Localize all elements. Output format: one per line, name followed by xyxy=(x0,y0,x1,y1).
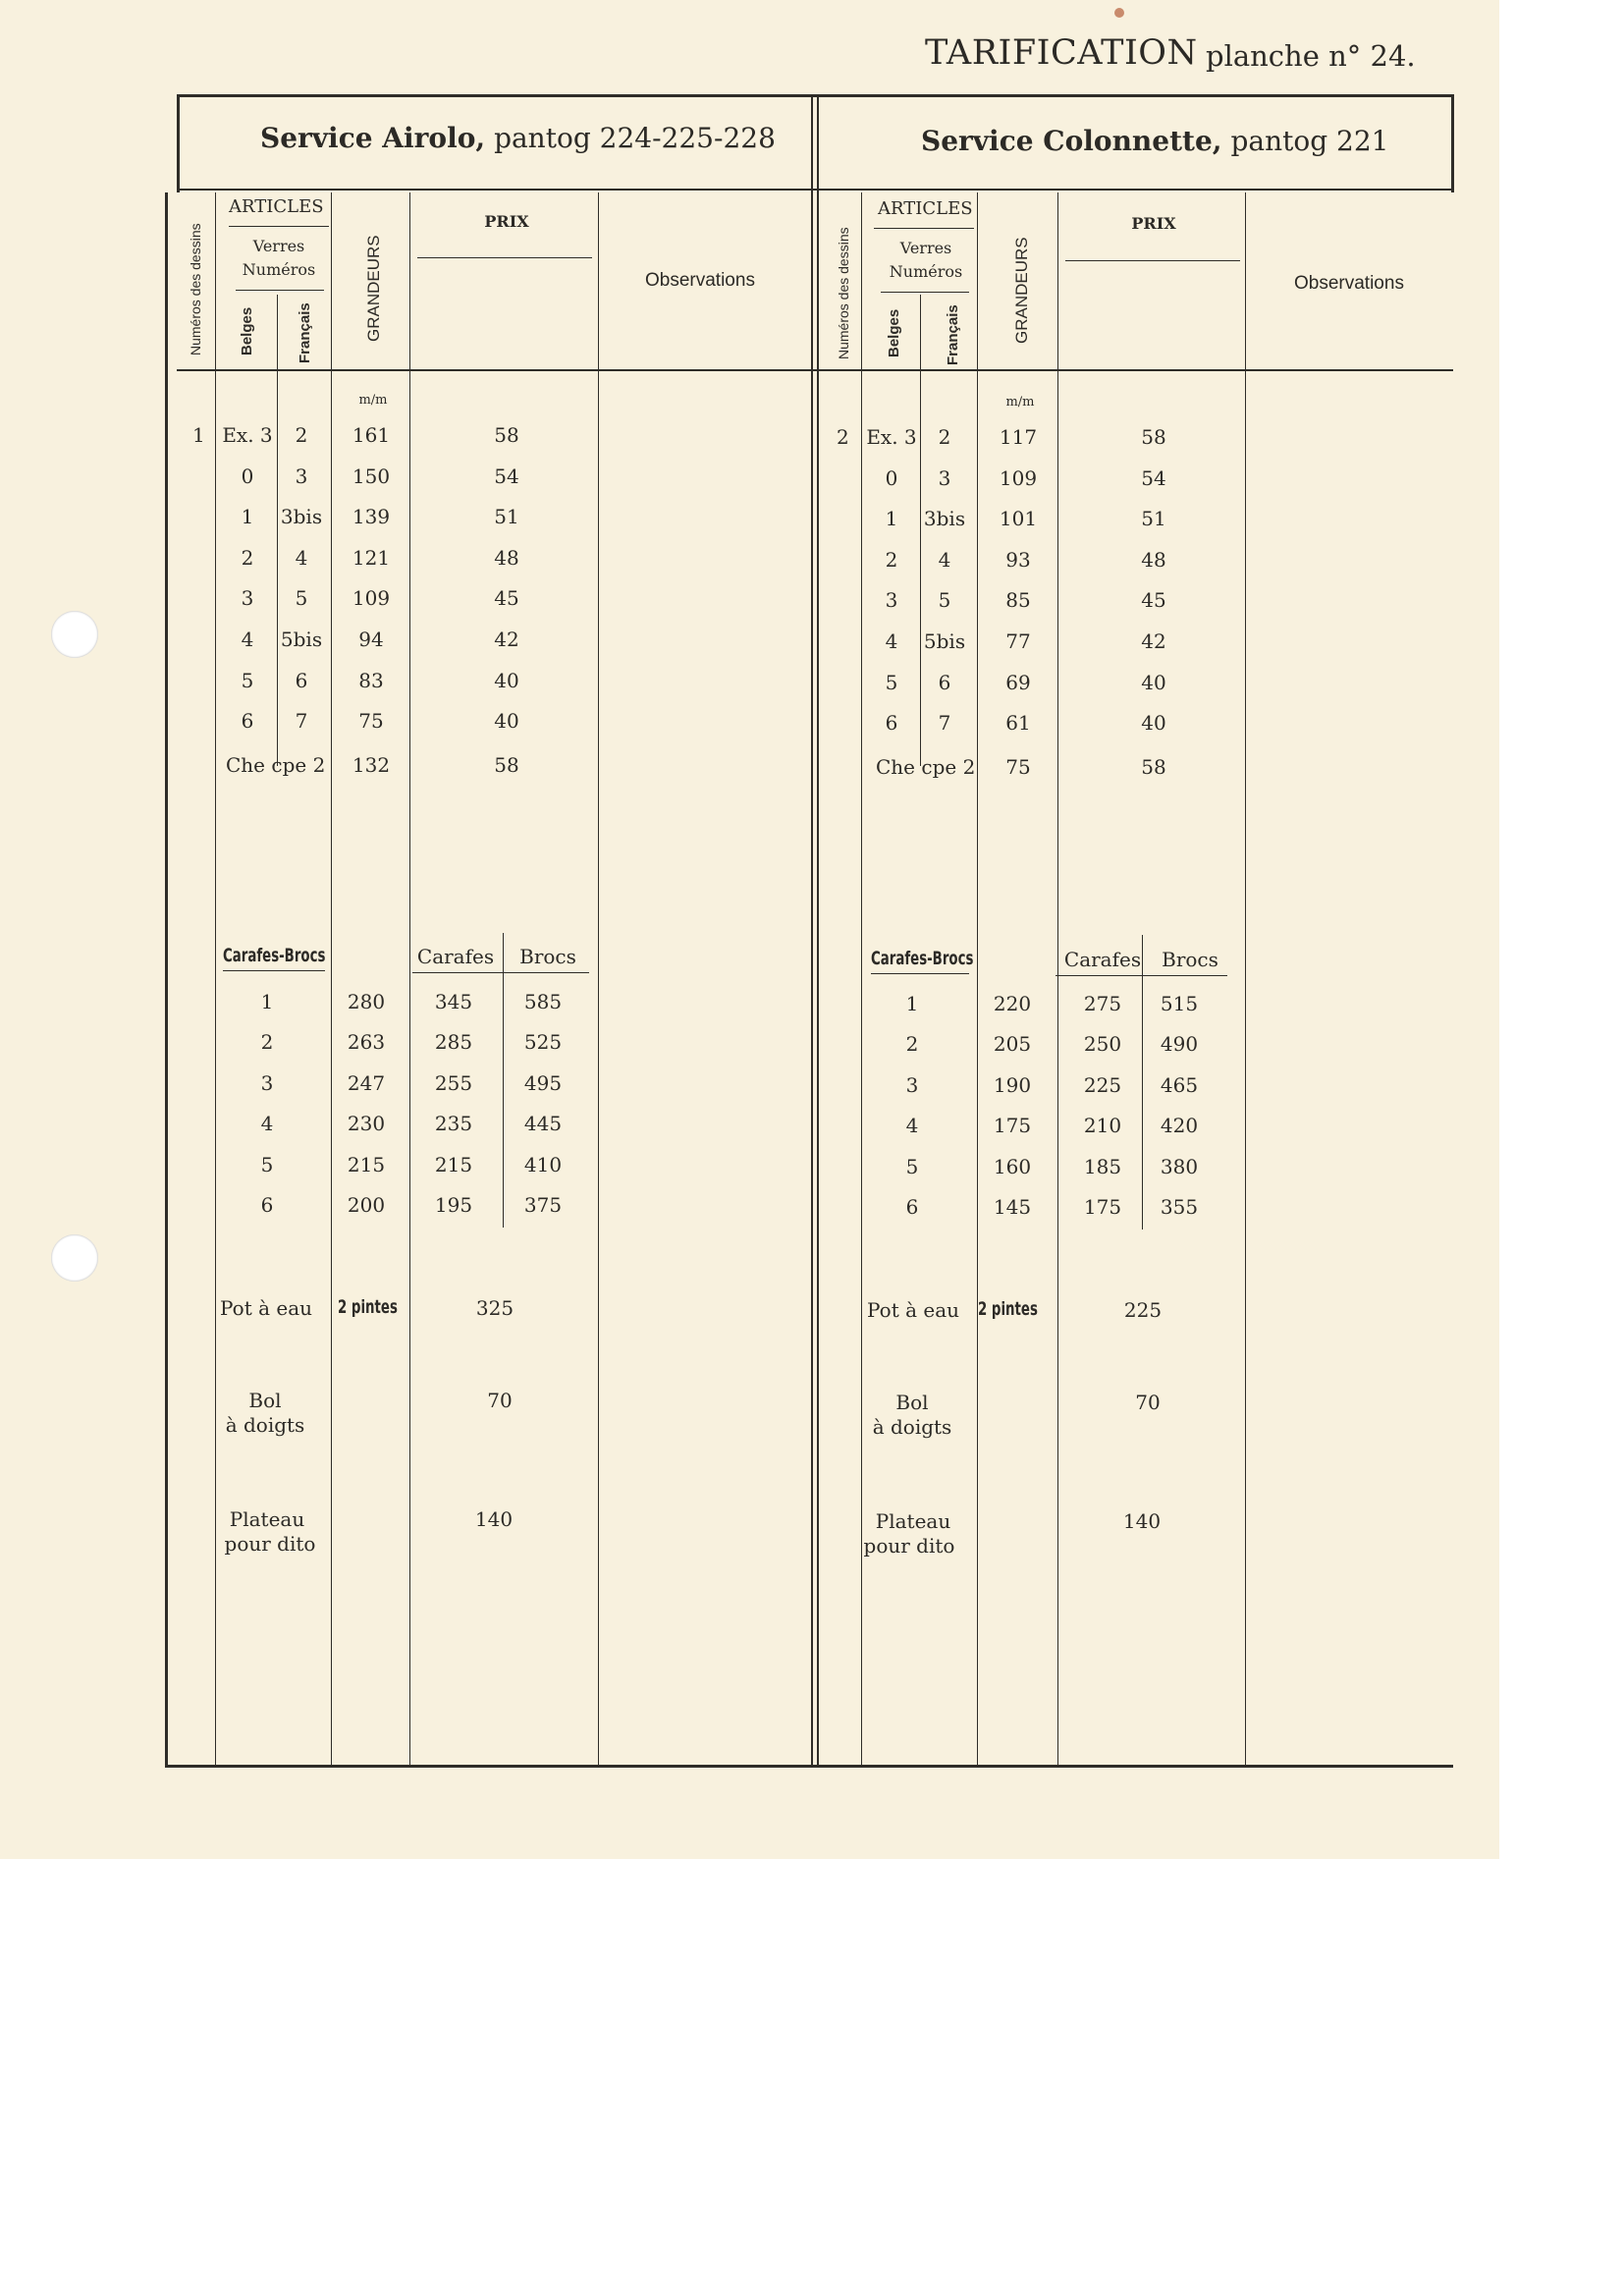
right-glass-row-price: 40 xyxy=(1141,711,1166,736)
right-glass-row-price: 54 xyxy=(1141,465,1166,490)
left-carafe-row-number: 2 xyxy=(260,1030,274,1055)
column-rule xyxy=(977,192,978,1768)
right-carafe-row-broc-price: 355 xyxy=(1160,1195,1199,1219)
right-carafe-row-size: 175 xyxy=(993,1114,1032,1138)
left-service-ref: pantog 224-225-228 xyxy=(494,122,776,154)
left-glass-row-belges: 6 xyxy=(241,709,254,734)
left-pot-size: 2 pintes xyxy=(338,1296,398,1318)
left-glass-row-price: 58 xyxy=(494,423,519,447)
frame-left xyxy=(177,94,180,192)
left-glass-row-belges: 3 xyxy=(241,586,254,611)
right-glass-row-francais: 5 xyxy=(938,588,951,613)
right-glass-row-size: 61 xyxy=(1005,711,1031,736)
left-col-francais: Français xyxy=(297,302,313,363)
prix-rule xyxy=(417,257,592,258)
left-glass-row-francais: 6 xyxy=(295,668,308,692)
right-glass-row-belges: 6 xyxy=(885,711,898,736)
left-col-articles: ARTICLES xyxy=(229,196,324,217)
right-bol-line2: à doigts xyxy=(872,1415,952,1439)
right-champagne-size: 75 xyxy=(1005,755,1031,779)
right-carafe-row-broc-price: 515 xyxy=(1160,992,1199,1015)
right-carafe-row-carafe-price: 225 xyxy=(1083,1072,1122,1097)
page-title: TARIFICATION xyxy=(925,33,1198,73)
column-rule xyxy=(1057,192,1058,1768)
right-service-title xyxy=(921,125,1388,157)
left-carafe-row-size: 230 xyxy=(347,1112,386,1136)
right-unit: m/m xyxy=(1005,395,1035,410)
left-col-belges: Belges xyxy=(239,306,255,355)
right-col-numeros: Numéros xyxy=(889,262,963,281)
column-rule xyxy=(409,192,410,1768)
left-col-numeros: Numéros xyxy=(242,260,316,279)
right-glass-row-belges: 2 xyxy=(885,547,898,572)
left-col-verres: Verres xyxy=(252,237,305,255)
left-carafe-row-carafe-price: 195 xyxy=(434,1193,473,1217)
left-glass-row-price: 51 xyxy=(494,505,519,529)
right-glass-row-francais: 3 xyxy=(938,465,951,490)
center-divider-a xyxy=(811,94,813,1768)
left-glass-row-size: 109 xyxy=(352,586,391,611)
right-bol-price: 70 xyxy=(1135,1391,1161,1414)
left-carafe-row-broc-price: 525 xyxy=(523,1030,563,1055)
ink-dot xyxy=(1114,8,1124,18)
left-carafe-row-size: 200 xyxy=(347,1193,386,1217)
carafes-col-underline xyxy=(412,972,589,973)
right-carafe-row-broc-price: 420 xyxy=(1160,1114,1199,1138)
left-bol-line2: à doigts xyxy=(225,1413,305,1437)
right-col-numeros-dessins: Numéros des dessins xyxy=(836,227,851,359)
right-glass-row-price: 51 xyxy=(1141,507,1166,531)
right-carafe-row-size: 145 xyxy=(993,1195,1032,1219)
right-carafe-row-broc-price: 465 xyxy=(1160,1072,1199,1097)
left-glass-row-size: 161 xyxy=(352,423,391,447)
right-carafe-row-size: 190 xyxy=(993,1072,1032,1097)
left-pot-price: 325 xyxy=(475,1296,514,1320)
right-carafe-row-carafe-price: 250 xyxy=(1083,1032,1122,1057)
left-champagne-size: 132 xyxy=(352,753,391,777)
left-glass-row-price: 54 xyxy=(494,464,519,488)
left-glass-row-size: 139 xyxy=(352,505,391,529)
right-carafes-col: Carafes xyxy=(1063,948,1142,971)
right-glass-row-price: 48 xyxy=(1141,547,1166,572)
left-glass-row-belges: 1 xyxy=(241,505,254,529)
carafe-split-rule xyxy=(503,933,504,1228)
left-carafe-row-carafe-price: 235 xyxy=(434,1112,473,1136)
column-rule xyxy=(277,295,278,766)
right-service-ref: pantog 221 xyxy=(1230,125,1389,157)
right-carafe-row-number: 4 xyxy=(905,1114,919,1138)
articles-rule xyxy=(874,228,974,229)
right-champagne-price: 58 xyxy=(1141,755,1166,779)
right-carafe-row-number: 6 xyxy=(905,1195,919,1219)
left-carafe-row-number: 4 xyxy=(260,1112,274,1136)
frame-top xyxy=(177,94,1453,97)
right-carafe-row-number: 2 xyxy=(905,1032,919,1057)
right-pot-size: 2 pintes xyxy=(978,1298,1038,1320)
left-champagne-label: Che cpe 2 xyxy=(226,753,326,777)
right-carafe-row-number: 1 xyxy=(905,992,919,1015)
right-glass-row-belges: Ex. 3 xyxy=(866,425,917,449)
right-glass-row-francais: 5bis xyxy=(923,629,966,653)
right-carafe-row-number: 5 xyxy=(905,1154,919,1178)
right-carafe-row-broc-price: 380 xyxy=(1160,1154,1199,1178)
column-rule xyxy=(1245,192,1246,1768)
left-carafe-row-number: 1 xyxy=(260,990,274,1013)
left-col-grandeurs: GRANDEURS xyxy=(364,235,383,342)
left-col-observations: Observations xyxy=(645,270,755,291)
right-glass-row-size: 93 xyxy=(1005,547,1031,572)
left-carafe-row-number: 6 xyxy=(260,1193,274,1217)
left-glass-row-francais: 5bis xyxy=(280,628,323,651)
left-glass-row-size: 83 xyxy=(358,668,384,692)
left-glass-row-price: 45 xyxy=(494,586,519,611)
carafe-split-rule xyxy=(1142,935,1143,1230)
right-carafe-row-size: 205 xyxy=(993,1032,1032,1057)
left-glass-row-belges: 5 xyxy=(241,668,254,692)
left-service-name: Service Airolo, xyxy=(260,122,486,154)
carafes-col-underline xyxy=(1056,975,1227,976)
plate-number: planche n° 24. xyxy=(1206,39,1416,73)
left-glass-row-francais: 5 xyxy=(295,586,308,611)
left-carafe-row-size: 263 xyxy=(347,1030,386,1055)
right-col-prix: PRIX xyxy=(1131,214,1176,233)
right-carafes-label: Carafes-Brocs xyxy=(871,948,974,969)
header-rule xyxy=(177,369,1453,371)
left-carafe-row-size: 280 xyxy=(347,990,386,1013)
right-col-observations: Observations xyxy=(1294,273,1404,294)
column-rule xyxy=(215,192,216,1768)
column-rule xyxy=(920,295,921,766)
right-pot-price: 225 xyxy=(1123,1298,1163,1322)
right-bol-line1: Bol xyxy=(895,1391,929,1414)
right-carafe-row-size: 220 xyxy=(993,992,1032,1015)
right-carafe-row-carafe-price: 175 xyxy=(1083,1195,1122,1219)
left-carafe-row-size: 247 xyxy=(347,1070,386,1095)
carafes-label-underline xyxy=(871,973,969,974)
left-glass-row-size: 150 xyxy=(352,464,391,488)
left-bol-line1: Bol xyxy=(248,1389,282,1412)
right-glass-row-francais: 6 xyxy=(938,670,951,694)
left-glass-row-francais: 4 xyxy=(295,545,308,570)
left-glass-row-belges: Ex. 3 xyxy=(222,423,273,447)
right-col-verres: Verres xyxy=(899,239,952,257)
left-glass-row-size: 94 xyxy=(358,628,384,651)
left-carafe-row-broc-price: 495 xyxy=(523,1070,563,1095)
right-glass-row-belges: 0 xyxy=(885,465,898,490)
left-carafes-col: Carafes xyxy=(416,945,495,968)
right-glass-row-belges: 4 xyxy=(885,629,898,653)
articles-rule xyxy=(229,226,329,227)
left-carafe-row-number: 5 xyxy=(260,1152,274,1176)
right-glass-row-price: 42 xyxy=(1141,629,1166,653)
right-glass-row-size: 117 xyxy=(999,425,1038,449)
right-drawing-number: 2 xyxy=(837,425,849,449)
left-carafe-row-carafe-price: 215 xyxy=(434,1152,473,1176)
right-carafe-row-carafe-price: 210 xyxy=(1083,1114,1122,1138)
left-plateau-line2: pour dito xyxy=(224,1532,316,1556)
left-glass-row-francais: 7 xyxy=(295,709,308,734)
right-glass-row-size: 77 xyxy=(1005,629,1031,653)
right-carafe-row-number: 3 xyxy=(905,1072,919,1097)
right-glass-row-francais: 4 xyxy=(938,547,951,572)
left-champagne-price: 58 xyxy=(494,753,519,777)
left-carafe-row-broc-price: 375 xyxy=(523,1193,563,1217)
right-glass-row-price: 40 xyxy=(1141,670,1166,694)
left-plateau-line1: Plateau xyxy=(229,1507,305,1531)
right-col-articles: ARTICLES xyxy=(878,198,973,219)
left-glass-row-price: 40 xyxy=(494,668,519,692)
right-col-grandeurs: GRANDEURS xyxy=(1012,237,1031,344)
prix-rule xyxy=(1065,260,1240,261)
left-carafe-row-broc-price: 445 xyxy=(523,1112,563,1136)
left-carafe-row-size: 215 xyxy=(347,1152,386,1176)
right-glass-row-belges: 5 xyxy=(885,670,898,694)
frame-bottom xyxy=(165,1765,1453,1768)
left-glass-row-francais: 3bis xyxy=(280,505,323,529)
right-glass-row-size: 85 xyxy=(1005,588,1031,613)
carafes-label-underline xyxy=(223,970,325,971)
left-carafe-row-broc-price: 585 xyxy=(523,990,563,1013)
left-carafe-row-carafe-price: 285 xyxy=(434,1030,473,1055)
right-glass-row-francais: 7 xyxy=(938,711,951,736)
left-drawing-number: 1 xyxy=(192,423,205,447)
left-carafes-label: Carafes-Brocs xyxy=(223,945,326,966)
right-champagne-label: Che cpe 2 xyxy=(876,755,976,779)
left-glass-row-belges: 2 xyxy=(241,545,254,570)
right-plateau-line2: pour dito xyxy=(863,1534,955,1558)
right-col-belges: Belges xyxy=(886,308,902,357)
column-rule xyxy=(331,192,332,1768)
punch-hole-bottom xyxy=(51,1234,98,1282)
left-glass-row-price: 40 xyxy=(494,709,519,734)
column-rule xyxy=(598,192,599,1768)
left-glass-row-francais: 3 xyxy=(295,464,308,488)
left-glass-row-belges: 4 xyxy=(241,628,254,651)
right-glass-row-price: 58 xyxy=(1141,425,1166,449)
right-plateau-line1: Plateau xyxy=(875,1509,951,1533)
verres-brace xyxy=(881,292,969,293)
left-glass-row-price: 42 xyxy=(494,628,519,651)
right-carafe-row-size: 160 xyxy=(993,1154,1032,1178)
verres-brace xyxy=(236,290,324,291)
right-service-name: Service Colonnette, xyxy=(921,125,1222,157)
left-brocs-col: Brocs xyxy=(519,945,576,968)
center-divider-b xyxy=(817,94,819,1768)
left-glass-row-belges: 0 xyxy=(241,464,254,488)
right-glass-row-price: 45 xyxy=(1141,588,1166,613)
left-glass-row-francais: 2 xyxy=(295,423,308,447)
right-carafe-row-broc-price: 490 xyxy=(1160,1032,1199,1057)
right-glass-row-francais: 2 xyxy=(938,425,951,449)
left-pot-label: Pot à eau xyxy=(220,1296,313,1320)
right-col-francais: Français xyxy=(945,304,961,365)
right-pot-label: Pot à eau xyxy=(867,1298,960,1322)
frame-right xyxy=(1451,94,1454,192)
left-carafe-row-carafe-price: 345 xyxy=(434,990,473,1013)
right-carafe-row-carafe-price: 185 xyxy=(1083,1154,1122,1178)
right-brocs-col: Brocs xyxy=(1162,948,1218,971)
column-rule xyxy=(861,192,862,1768)
right-plateau-price: 140 xyxy=(1122,1509,1162,1533)
title-rule xyxy=(177,189,1453,191)
left-glass-row-price: 48 xyxy=(494,545,519,570)
left-unit: m/m xyxy=(358,393,388,408)
left-carafe-row-broc-price: 410 xyxy=(523,1152,563,1176)
punch-hole-top xyxy=(51,611,98,658)
left-glass-row-size: 75 xyxy=(358,709,384,734)
left-carafe-row-number: 3 xyxy=(260,1070,274,1095)
right-glass-row-francais: 3bis xyxy=(923,507,966,531)
left-plateau-price: 140 xyxy=(474,1507,514,1531)
right-glass-row-belges: 3 xyxy=(885,588,898,613)
left-bol-price: 70 xyxy=(487,1389,513,1412)
left-service-title xyxy=(260,122,776,154)
left-glass-row-size: 121 xyxy=(352,545,391,570)
frame-left-lower xyxy=(165,192,168,1768)
right-glass-row-belges: 1 xyxy=(885,507,898,531)
right-glass-row-size: 109 xyxy=(999,465,1038,490)
left-col-prix: PRIX xyxy=(484,212,529,231)
left-carafe-row-carafe-price: 255 xyxy=(434,1070,473,1095)
right-glass-row-size: 101 xyxy=(999,507,1038,531)
right-carafe-row-carafe-price: 275 xyxy=(1083,992,1122,1015)
right-glass-row-size: 69 xyxy=(1005,670,1031,694)
left-col-numeros-dessins: Numéros des dessins xyxy=(188,223,203,355)
